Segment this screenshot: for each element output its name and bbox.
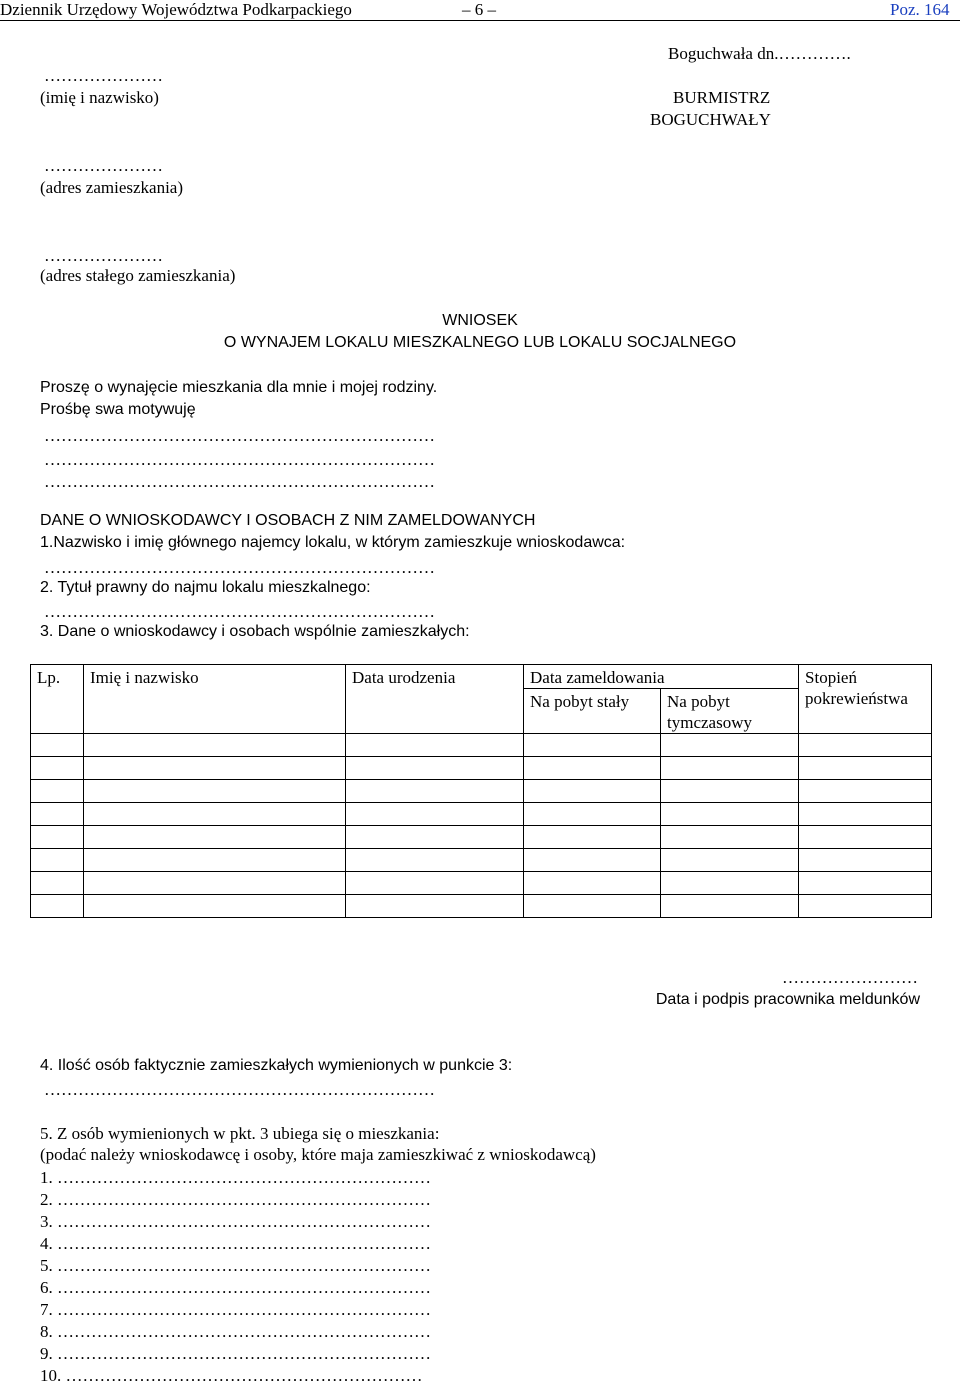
request-text: Proszę o wynajęcie mieszkania dla mnie i mojej rodziny.	[40, 379, 438, 396]
table-cell[interactable]	[84, 826, 346, 849]
table-cell[interactable]	[524, 872, 661, 895]
q2-label: 2. Tytuł prawny do najmu lokalu mieszkalnego:	[40, 579, 371, 596]
q4-label: 4. Ilość osób faktycznie zamieszkałych wymienionych w punkcie 3:	[40, 1057, 513, 1074]
table-cell[interactable]	[84, 872, 346, 895]
address-label: (adres zamieszkania)	[40, 178, 183, 197]
table-cell[interactable]	[524, 780, 661, 803]
table-cell[interactable]	[799, 734, 932, 757]
table-cell[interactable]	[524, 734, 661, 757]
table-cell[interactable]	[31, 895, 84, 918]
table-row	[31, 849, 932, 872]
name-dots: …………………	[44, 66, 163, 85]
table-cell[interactable]	[661, 895, 799, 918]
table-cell[interactable]	[661, 734, 799, 757]
table-row	[31, 803, 932, 826]
table-cell[interactable]	[346, 757, 524, 780]
table-cell[interactable]	[661, 780, 799, 803]
table-cell[interactable]	[31, 757, 84, 780]
q5-item[interactable]: 4. …………………………………………………………	[40, 1234, 431, 1253]
table-row	[31, 780, 932, 803]
col-temporary: Na pobyt tymczasowy	[661, 689, 799, 734]
table-cell[interactable]	[346, 826, 524, 849]
permanent-address-dots: …………………	[44, 246, 163, 265]
section-heading: DANE O WNIOSKODAWCY I OSOBACH Z NIM ZAMELDOWANYCH	[40, 512, 536, 529]
table-cell[interactable]	[31, 780, 84, 803]
q1-label: 1.Nazwisko i imię głównego najemcy lokalu, w którym zamieszkuje wnioskodawca:	[40, 534, 626, 551]
table-cell[interactable]	[84, 734, 346, 757]
motivation-line-1[interactable]: ……………………………………………………………	[44, 426, 435, 445]
journal-title: Dziennik Urzędowy Województwa Podkarpackiego	[0, 0, 352, 19]
table-cell[interactable]	[346, 780, 524, 803]
table-cell[interactable]	[84, 780, 346, 803]
table-cell[interactable]	[84, 849, 346, 872]
residents-table	[30, 664, 932, 918]
q5-item[interactable]: 10. ………………………………………………………	[40, 1366, 423, 1385]
q5-label: 5. Z osób wymienionych w pkt. 3 ubiega się o mieszkania:	[40, 1124, 440, 1143]
q5-note: (podać należy wnioskodawcę i osoby, które maja zamieszkiwać z wnioskodawcą)	[40, 1145, 596, 1164]
q5-item[interactable]: 3. …………………………………………………………	[40, 1212, 431, 1231]
col-birth: Data urodzenia	[346, 665, 524, 734]
table-cell[interactable]	[799, 872, 932, 895]
permanent-address-label: (adres stałego zamieszkania)	[40, 266, 236, 285]
table-cell[interactable]	[799, 826, 932, 849]
page-number: – 6 –	[462, 0, 496, 19]
q5-item[interactable]: 6. …………………………………………………………	[40, 1278, 431, 1297]
q5-item[interactable]: 7. …………………………………………………………	[40, 1300, 431, 1319]
table-cell[interactable]	[524, 826, 661, 849]
address-dots: …………………	[44, 156, 163, 175]
q1-dots[interactable]: ……………………………………………………………	[44, 558, 435, 577]
col-name: Imię i nazwisko	[84, 665, 346, 734]
table-cell[interactable]	[524, 803, 661, 826]
name-label: (imię i nazwisko)	[40, 88, 159, 107]
table-cell[interactable]	[524, 757, 661, 780]
place-date: Boguchwała dn.………….	[668, 44, 851, 63]
table-row	[31, 895, 932, 918]
table-cell[interactable]	[661, 803, 799, 826]
col-registration: Data zameldowania	[524, 665, 799, 689]
col-lp: Lp.	[31, 665, 84, 734]
signature-label: Data i podpis pracownika meldunków	[655, 991, 920, 1008]
table-cell[interactable]	[524, 849, 661, 872]
table-cell[interactable]	[31, 734, 84, 757]
table-cell[interactable]	[799, 803, 932, 826]
signature-dots[interactable]: ……………………	[782, 968, 918, 987]
table-cell[interactable]	[31, 803, 84, 826]
table-cell[interactable]	[31, 826, 84, 849]
table-cell[interactable]	[799, 849, 932, 872]
table-cell[interactable]	[799, 780, 932, 803]
table-cell[interactable]	[524, 895, 661, 918]
motivation-line-2[interactable]: ……………………………………………………………	[44, 450, 435, 469]
table-cell[interactable]	[346, 803, 524, 826]
q5-item[interactable]: 5. …………………………………………………………	[40, 1256, 431, 1275]
col-permanent: Na pobyt stały	[524, 689, 661, 734]
table-cell[interactable]	[84, 803, 346, 826]
table-cell[interactable]	[661, 872, 799, 895]
table-cell[interactable]	[84, 757, 346, 780]
q2-dots[interactable]: ……………………………………………………………	[44, 602, 435, 621]
table-cell[interactable]	[346, 895, 524, 918]
col-relation: Stopień pokrewieństwa	[799, 665, 932, 734]
table-cell[interactable]	[799, 757, 932, 780]
q5-item[interactable]: 9. …………………………………………………………	[40, 1344, 431, 1363]
table-cell[interactable]	[661, 849, 799, 872]
addressee-line1: BURMISTRZ	[673, 88, 771, 107]
form-subtitle: O WYNAJEM LOKALU MIESZKALNEGO LUB LOKALU SOCJALNEGO	[223, 334, 737, 351]
q3-label: 3. Dane o wnioskodawcy i osobach wspólnie zamieszkałych:	[40, 623, 470, 640]
addressee-line2: BOGUCHWAŁY	[650, 110, 771, 129]
table-row	[31, 826, 932, 849]
motivation-label: Prośbę swa motywuję	[40, 401, 196, 418]
motivation-line-3[interactable]: ……………………………………………………………	[44, 472, 435, 491]
table-cell[interactable]	[31, 872, 84, 895]
table-row	[31, 872, 932, 895]
table-cell[interactable]	[346, 734, 524, 757]
table-cell[interactable]	[31, 849, 84, 872]
table-cell[interactable]	[84, 895, 346, 918]
q4-dots[interactable]: ……………………………………………………………	[44, 1080, 435, 1099]
q5-item[interactable]: 8. …………………………………………………………	[40, 1322, 431, 1341]
table-cell[interactable]	[799, 895, 932, 918]
table-cell[interactable]	[346, 849, 524, 872]
header-divider	[0, 20, 960, 21]
form-title: WNIOSEK	[442, 312, 518, 329]
q5-item[interactable]: 1. …………………………………………………………	[40, 1168, 431, 1187]
table-cell[interactable]	[661, 826, 799, 849]
q5-item[interactable]: 2. …………………………………………………………	[40, 1190, 431, 1209]
position-link[interactable]: Poz. 164	[890, 0, 950, 19]
table-cell[interactable]	[346, 872, 524, 895]
table-row	[31, 757, 932, 780]
table-row	[31, 734, 932, 757]
table-cell[interactable]	[661, 757, 799, 780]
